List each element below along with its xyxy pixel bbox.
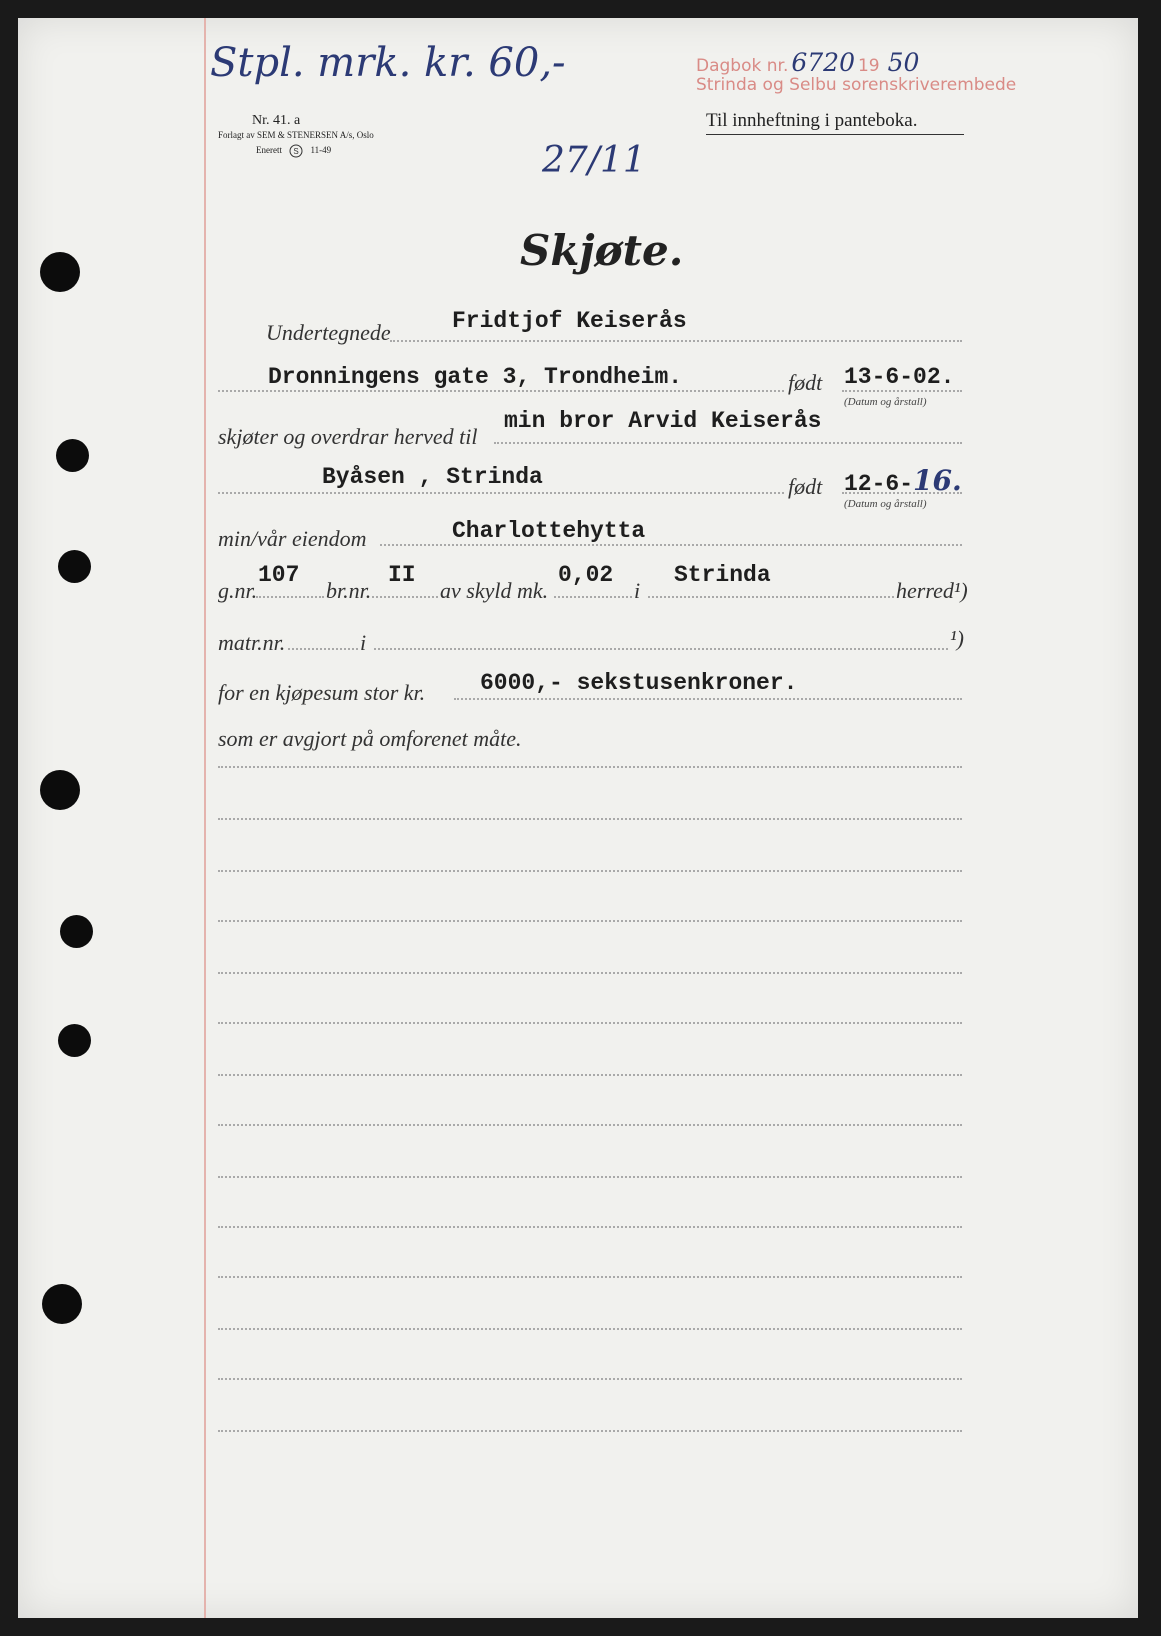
buyer-address: Byåsen , Strinda (322, 464, 543, 490)
margin-rule (204, 18, 206, 1618)
municipality: Strinda (674, 562, 771, 588)
herred-label: herred¹) (896, 578, 968, 603)
blank-rule (218, 1022, 962, 1024)
born-label: født (788, 474, 823, 499)
brnr-label: br.nr. (326, 578, 372, 603)
binding-note: Til innheftning i panteboka. (706, 110, 918, 131)
punch-hole (58, 550, 91, 583)
punch-hole (40, 252, 80, 292)
blank-rule (218, 920, 962, 922)
form-rule (842, 390, 962, 392)
skyld-value: 0,02 (558, 562, 614, 588)
form-rule (454, 698, 962, 700)
blank-rule (218, 1378, 962, 1380)
blank-rule (218, 1074, 962, 1076)
in-label: i (634, 578, 641, 603)
registry-stamp-line2: Strinda og Selbu sorenskriverembede (696, 75, 1017, 95)
blank-rule (218, 870, 962, 872)
price-label: for en kjøpesum stor kr. (218, 680, 426, 705)
date-hint: (Datum og årstall) (844, 396, 927, 408)
stamp-fee-handwritten: Stpl. mrk. kr. 60,- (210, 40, 566, 86)
seller-birthdate: 13-6-02. (844, 364, 955, 390)
publisher-line: Forlagt av SEM & STENERSEN A/s, Oslo (218, 130, 374, 140)
registry-stamp-line1: Dagbok nr. 6720 19 50 (696, 48, 920, 77)
punch-hole (40, 770, 80, 810)
buyer-name: min bror Arvid Keiserås (504, 408, 822, 434)
publisher-logo-icon (288, 144, 304, 158)
blank-rule (218, 1176, 962, 1178)
gnr-label: g.nr. (218, 578, 258, 603)
settled-label: som er avgjort på omforenet måte. (218, 726, 522, 751)
form-number: Nr. 41. a (252, 113, 301, 128)
form-rule (256, 596, 324, 598)
publisher-copyright: Enerett S 11-49 (256, 145, 332, 156)
form-rule (648, 596, 894, 598)
blank-rule (218, 972, 962, 974)
seller-name: Fridtjof Keiserås (452, 308, 687, 334)
matr-label: matr.nr. (218, 630, 286, 655)
transfer-label: skjøter og overdrar herved til (218, 424, 478, 449)
undersigned-label: Undertegnede (266, 320, 391, 345)
gnr-value: 107 (258, 562, 300, 588)
blank-rule (218, 766, 962, 768)
punch-hole (60, 915, 93, 948)
born-label: født (788, 370, 823, 395)
buyer-birthdate: 12-6-16. (844, 464, 962, 497)
blank-rule (218, 1124, 962, 1126)
brnr-value: II (388, 562, 416, 588)
matr-footnote: ¹) (950, 626, 964, 651)
punch-hole (42, 1284, 82, 1324)
form-rule (494, 442, 962, 444)
seller-address: Dronningens gate 3, Trondheim. (268, 364, 683, 390)
blank-rule (218, 818, 962, 820)
form-rule (390, 340, 962, 342)
form-rule (218, 492, 784, 494)
blank-rule (218, 1328, 962, 1330)
price-value: 6000,- sekstusenkroner. (480, 670, 798, 696)
form-rule (554, 596, 632, 598)
document-page (18, 18, 1138, 1618)
property-label: min/vår eiendom (218, 526, 367, 551)
blank-rule (218, 1226, 962, 1228)
form-rule (288, 648, 358, 650)
blank-rule (218, 1276, 962, 1278)
binding-note-underline (706, 134, 964, 135)
svg-text:S: S (293, 147, 299, 156)
punch-hole (56, 439, 89, 472)
form-rule (218, 390, 784, 392)
form-rule (842, 492, 962, 494)
document-title: Skjøte. (520, 226, 684, 275)
form-rule (374, 648, 948, 650)
property-name: Charlottehytta (452, 518, 646, 544)
form-rule (372, 596, 438, 598)
handwritten-date: 27/11 (542, 140, 646, 181)
date-hint: (Datum og årstall) (844, 498, 927, 510)
form-rule (380, 544, 962, 546)
punch-hole (58, 1024, 91, 1057)
matr-in-label: i (360, 630, 367, 655)
blank-rule (218, 1430, 962, 1432)
skyld-label: av skyld mk. (440, 578, 549, 603)
